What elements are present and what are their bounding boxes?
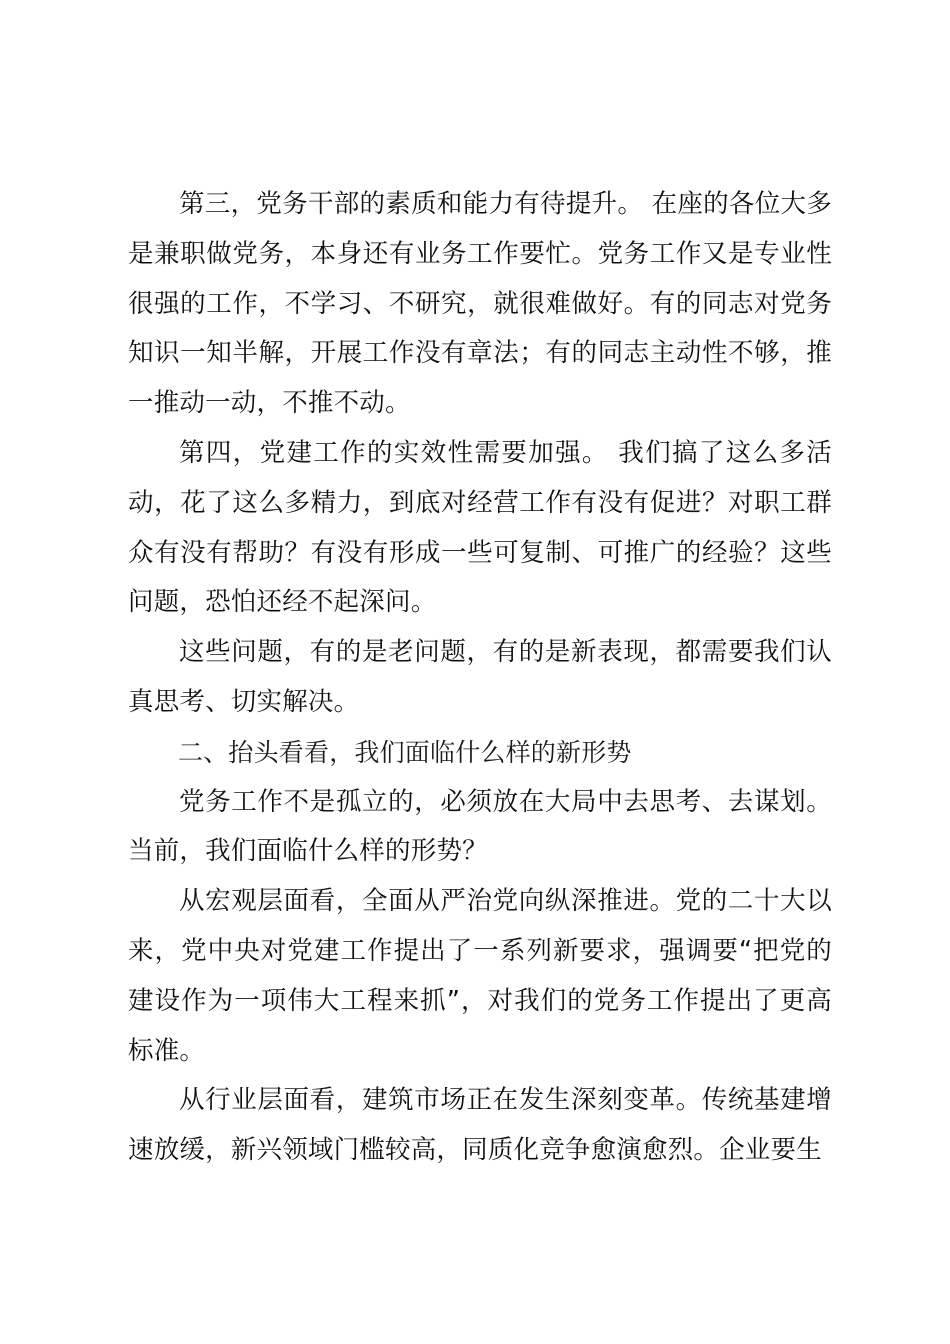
paragraph-cadre-quality: 第三，党务干部的素质和能力有待提升。 在座的各位大多是兼职做党务，本身还有业务工作要忙。党务工作又是专业性很强的工作，不学习、不研究，就很难做好。有的同志对党务知识一知半解，开展工作没有章法；有的同志主动性不够，推一推动一动，不推不动。 — [128, 189, 832, 419]
paragraph-effectiveness: 第四，党建工作的实效性需要加强。 我们搞了这么多活动，花了这么多精力，到底对经营工作有没有促进？对职工群众有没有帮助？有没有形成一些可复制、可推广的经验？这些问题，恐怕还经不起深问。 — [128, 437, 832, 618]
section-heading: 二、抬头看看，我们面临什么样的新形势 — [178, 737, 632, 767]
paragraph-industry-level: 从行业层面看，建筑市场正在发生深刻变革。传统基建增速放缓，新兴领域门槛较高，同质化竞争愈演愈烈。企业要生 — [128, 1085, 832, 1166]
paragraph-situation-intro: 党务工作不是孤立的，必须放在大局中去思考、去谋划。当前，我们面临什么样的形势？ — [128, 786, 832, 867]
paragraph-summary: 这些问题，有的是老问题，有的是新表现，都需要我们认真思考、切实解决。 — [128, 637, 832, 717]
paragraph-macro-level: 从宏观层面看，全面从严治党向纵深推进。党的二十大以来，党中央对党建工作提出了一系列新要求，强调要“把党的建设作为一项伟大工程来抓”，对我们的党务工作提出了更高标准。 — [128, 886, 832, 1066]
document-page — [128, 180, 832, 1176]
